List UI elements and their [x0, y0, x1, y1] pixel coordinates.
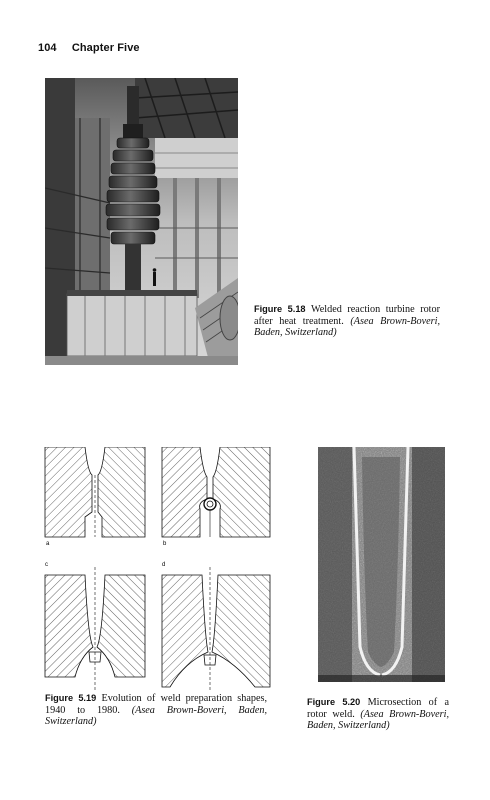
chapter-title: Chapter Five	[71, 42, 140, 54]
caption-text: Microsection of a rotor weld.	[307, 697, 450, 720]
caption-text: Evolution of weld preparation shapes, 1940 to 1980.	[45, 693, 268, 716]
panel-b-label: b	[163, 541, 167, 547]
weld-preparation-drawings	[40, 447, 272, 691]
figure-label: Figure 5.18	[254, 304, 306, 314]
panel-c	[45, 562, 145, 691]
panel-d-label: d	[162, 562, 166, 568]
caption-source: (Asea Brown-Boveri, Baden, Switzerland)	[254, 315, 441, 338]
weld-shapes-diagram	[40, 447, 272, 691]
figure-label: Figure 5.20	[307, 697, 361, 707]
panel-a	[45, 447, 145, 547]
micrograph-illustration	[318, 447, 445, 682]
caption-source: (Asea Brown-Boveri, Baden, Switzerland)	[45, 704, 268, 727]
panel-a-label: a	[46, 541, 50, 547]
figure-5-18-caption	[254, 304, 440, 339]
figure-5-20-caption	[307, 697, 449, 732]
figure-label: Figure 5.19	[45, 693, 97, 703]
page-number: 104	[38, 42, 57, 54]
caption-text: Welded reaction turbine rotor after heat treatment.	[254, 304, 441, 327]
turbine-rotor-illustration	[45, 78, 238, 365]
panel-d	[162, 562, 270, 691]
figure-5-19-caption	[45, 693, 267, 728]
panel-b	[162, 447, 270, 547]
turbine-rotor-photo	[45, 78, 238, 365]
panel-c-label: c	[45, 562, 48, 568]
running-header	[38, 42, 140, 54]
rotor-weld-micrograph	[318, 447, 445, 682]
caption-source: (Asea Brown-Boveri, Baden, Switzerland)	[307, 708, 450, 731]
